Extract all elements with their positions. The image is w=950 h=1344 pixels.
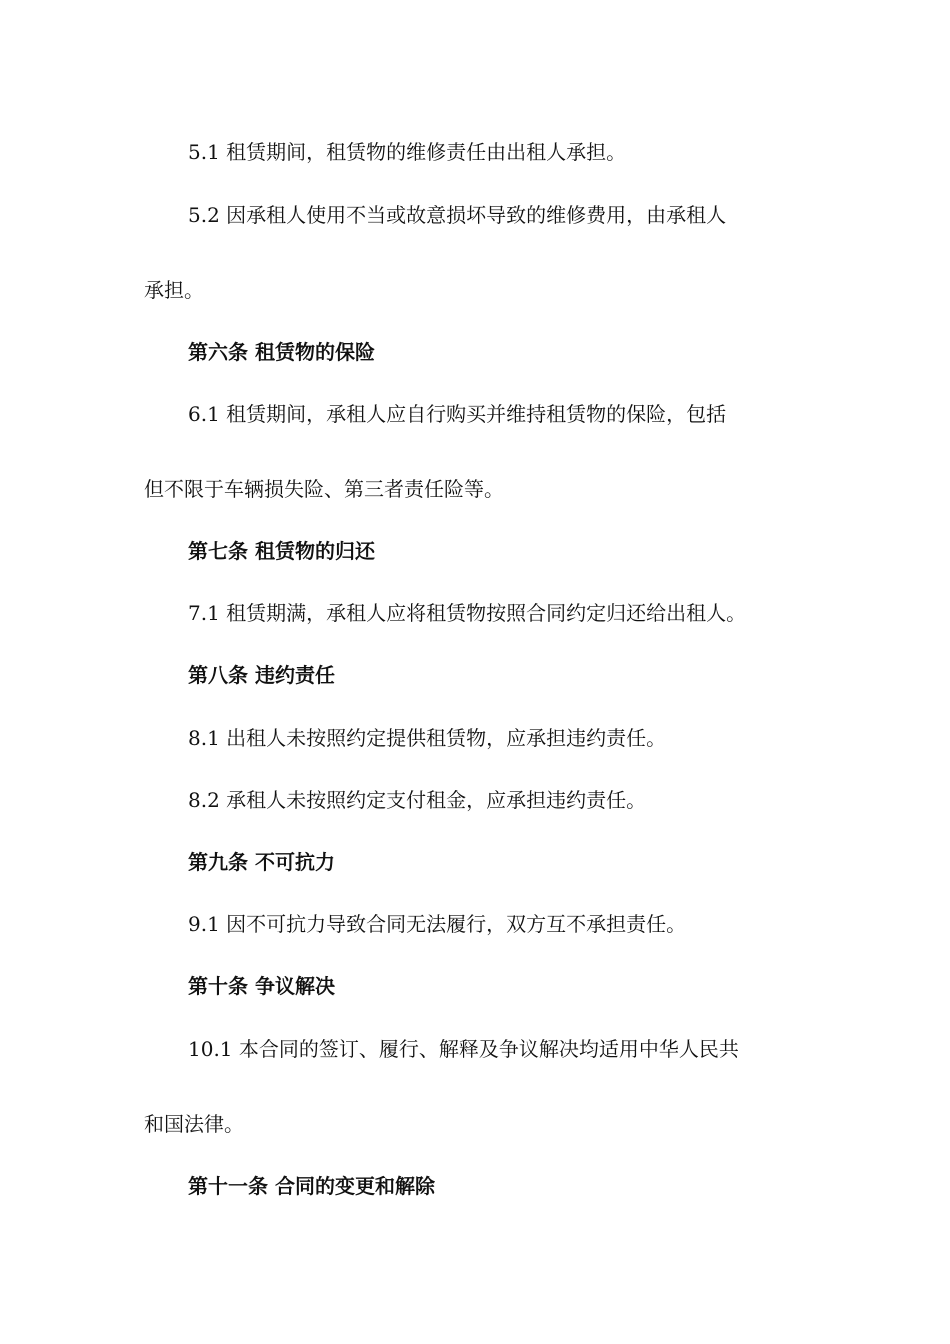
article-10-heading: 第十条 争议解决 — [188, 974, 335, 998]
article-8-heading: 第八条 违约责任 — [188, 663, 335, 687]
clause-9-1: 9.1 因不可抗力导致合同无法履行，双方互不承担责任。 — [188, 912, 687, 936]
article-6-heading: 第六条 租赁物的保险 — [188, 340, 375, 364]
article-9-heading: 第九条 不可抗力 — [188, 850, 335, 874]
clause-10-1-line2: 和国法律。 — [144, 1112, 244, 1136]
clause-5-2-line1: 5.2 因承租人使用不当或故意损坏导致的维修费用，由承租人 — [188, 203, 727, 227]
article-11-heading: 第十一条 合同的变更和解除 — [188, 1174, 435, 1198]
clause-6-1-line2: 但不限于车辆损失险、第三者责任险等。 — [144, 477, 504, 501]
clause-5-1: 5.1 租赁期间，租赁物的维修责任由出租人承担。 — [188, 140, 627, 164]
clause-6-1-line1: 6.1 租赁期间，承租人应自行购买并维持租赁物的保险，包括 — [188, 402, 727, 426]
article-7-heading: 第七条 租赁物的归还 — [188, 539, 375, 563]
clause-8-1: 8.1 出租人未按照约定提供租赁物，应承担违约责任。 — [188, 726, 667, 750]
clause-5-2-line2: 承担。 — [144, 278, 204, 302]
clause-8-2: 8.2 承租人未按照约定支付租金，应承担违约责任。 — [188, 788, 647, 812]
clause-10-1-line1: 10.1 本合同的签订、履行、解释及争议解决均适用中华人民共 — [188, 1037, 739, 1061]
clause-7-1: 7.1 租赁期满，承租人应将租赁物按照合同约定归还给出租人。 — [188, 601, 747, 625]
